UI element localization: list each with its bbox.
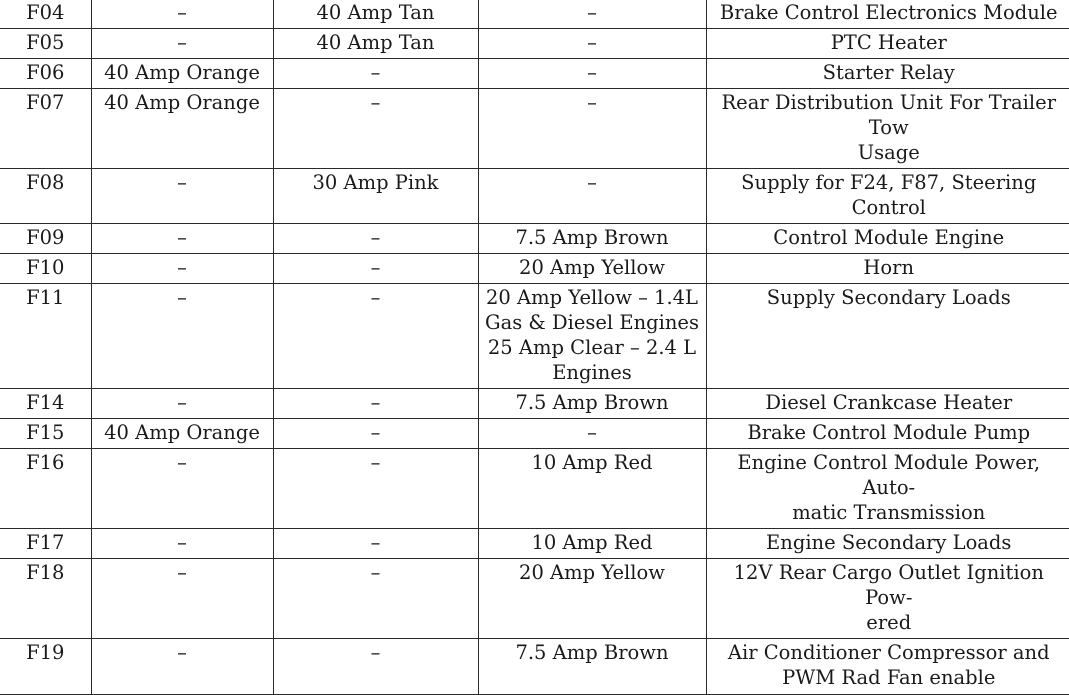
- table-row: [0, 169, 1069, 224]
- table-row: [0, 284, 1069, 389]
- maxi-fuse-cell-text: –: [370, 641, 381, 664]
- mini-fuse-cell-text: –: [587, 171, 597, 194]
- cartridge-fuse-cell: [91, 169, 273, 224]
- cavity-cell-text: F16: [26, 451, 65, 474]
- cartridge-fuse-cell: [91, 254, 273, 284]
- cavity-cell: [0, 29, 91, 59]
- description-cell: [706, 0, 1069, 29]
- cartridge-fuse-cell: [91, 639, 273, 695]
- maxi-fuse-cell: [273, 419, 478, 449]
- table-row: [0, 529, 1069, 559]
- description-cell: [706, 449, 1069, 529]
- cartridge-fuse-cell: [91, 529, 273, 559]
- maxi-fuse-cell: [273, 0, 478, 29]
- description-cell-text: Brake Control Electronics Module: [719, 1, 1058, 24]
- mini-fuse-cell-text: 7.5 Amp Brown: [515, 226, 669, 249]
- mini-fuse-cell-text: 20 Amp Yellow: [519, 256, 665, 279]
- maxi-fuse-cell: [273, 89, 478, 169]
- description-cell: [706, 639, 1069, 695]
- description-cell-text: Engine Control Module Power, Auto- matic Transmission: [737, 451, 1041, 524]
- cavity-cell: [0, 0, 91, 29]
- table-row: [0, 59, 1069, 89]
- maxi-fuse-cell-text: –: [370, 256, 381, 279]
- cartridge-fuse-cell: [91, 284, 273, 389]
- cartridge-fuse-cell-text: –: [177, 256, 187, 279]
- maxi-fuse-cell-text: 40 Amp Tan: [316, 1, 435, 24]
- cartridge-fuse-cell-text: –: [177, 561, 187, 584]
- cartridge-fuse-cell-text: –: [177, 31, 187, 54]
- cartridge-fuse-cell: [91, 89, 273, 169]
- maxi-fuse-cell: [273, 224, 478, 254]
- cavity-cell: [0, 419, 91, 449]
- maxi-fuse-cell: [273, 169, 478, 224]
- cavity-cell: [0, 559, 91, 639]
- description-cell: [706, 169, 1069, 224]
- mini-fuse-cell-text: 10 Amp Red: [531, 531, 653, 554]
- description-cell: [706, 389, 1069, 419]
- description-cell-text: Horn: [863, 256, 915, 279]
- maxi-fuse-cell: [273, 529, 478, 559]
- mini-fuse-cell: [478, 224, 706, 254]
- maxi-fuse-cell-text: –: [370, 421, 381, 444]
- cavity-cell-text: F15: [26, 421, 65, 444]
- mini-fuse-cell-text: –: [587, 61, 597, 84]
- mini-fuse-cell-text: –: [587, 31, 597, 54]
- cartridge-fuse-cell: [91, 59, 273, 89]
- description-cell-text: 12V Rear Cargo Outlet Ignition Pow- ered: [733, 561, 1044, 634]
- cavity-cell-text: F19: [26, 641, 65, 664]
- cartridge-fuse-cell-text: –: [177, 451, 187, 474]
- description-cell: [706, 529, 1069, 559]
- description-cell-text: Supply for F24, F87, Steering Control: [741, 171, 1037, 219]
- mini-fuse-cell-text: 20 Amp Yellow: [519, 561, 665, 584]
- cartridge-fuse-cell-text: –: [177, 641, 187, 664]
- maxi-fuse-cell-text: –: [370, 91, 381, 114]
- table-row: [0, 254, 1069, 284]
- cartridge-fuse-cell: [91, 389, 273, 419]
- mini-fuse-cell: [478, 389, 706, 419]
- cavity-cell-text: F14: [26, 391, 65, 414]
- mini-fuse-cell: [478, 284, 706, 389]
- mini-fuse-cell: [478, 0, 706, 29]
- mini-fuse-cell-text: –: [587, 1, 597, 24]
- cavity-cell-text: F11: [26, 286, 65, 309]
- description-cell-text: Starter Relay: [822, 61, 955, 84]
- cavity-cell-text: F10: [26, 256, 65, 279]
- description-cell: [706, 559, 1069, 639]
- table-row: [0, 389, 1069, 419]
- cartridge-fuse-cell: [91, 29, 273, 59]
- maxi-fuse-cell-text: 30 Amp Pink: [312, 171, 439, 194]
- cartridge-fuse-cell-text: –: [177, 286, 187, 309]
- cartridge-fuse-cell: [91, 224, 273, 254]
- table-row: [0, 89, 1069, 169]
- cavity-cell: [0, 224, 91, 254]
- description-cell: [706, 59, 1069, 89]
- cavity-cell: [0, 254, 91, 284]
- maxi-fuse-cell: [273, 284, 478, 389]
- description-cell-text: Engine Secondary Loads: [766, 531, 1012, 554]
- cavity-cell: [0, 89, 91, 169]
- table-row: [0, 0, 1069, 29]
- cartridge-fuse-cell: [91, 0, 273, 29]
- description-cell: [706, 419, 1069, 449]
- description-cell-text: Supply Secondary Loads: [766, 286, 1011, 309]
- maxi-fuse-cell-text: –: [370, 391, 381, 414]
- mini-fuse-cell-text: 7.5 Amp Brown: [515, 391, 669, 414]
- cartridge-fuse-cell-text: 40 Amp Orange: [104, 91, 260, 114]
- maxi-fuse-cell: [273, 449, 478, 529]
- cavity-cell-text: F17: [26, 531, 65, 554]
- cavity-cell-text: F06: [26, 61, 65, 84]
- description-cell-text: Brake Control Module Pump: [747, 421, 1031, 444]
- cartridge-fuse-cell-text: –: [177, 531, 187, 554]
- cavity-cell: [0, 529, 91, 559]
- cartridge-fuse-cell-text: –: [177, 391, 187, 414]
- cavity-cell-text: F09: [26, 226, 65, 249]
- cavity-cell-text: F08: [26, 171, 65, 194]
- mini-fuse-cell: [478, 169, 706, 224]
- maxi-fuse-cell: [273, 639, 478, 695]
- maxi-fuse-cell: [273, 29, 478, 59]
- mini-fuse-cell-text: –: [587, 421, 597, 444]
- description-cell-text: Diesel Crankcase Heater: [765, 391, 1013, 414]
- cavity-cell-text: F07: [26, 91, 65, 114]
- cartridge-fuse-cell-text: –: [177, 171, 187, 194]
- maxi-fuse-cell: [273, 254, 478, 284]
- description-cell-text: Control Module Engine: [773, 226, 1005, 249]
- cartridge-fuse-cell: [91, 449, 273, 529]
- mini-fuse-cell: [478, 419, 706, 449]
- table-row: [0, 419, 1069, 449]
- cavity-cell: [0, 59, 91, 89]
- cavity-cell: [0, 449, 91, 529]
- maxi-fuse-cell: [273, 59, 478, 89]
- cartridge-fuse-cell-text: 40 Amp Orange: [104, 421, 260, 444]
- mini-fuse-cell: [478, 529, 706, 559]
- maxi-fuse-cell: [273, 559, 478, 639]
- description-cell-text: Air Conditioner Compressor and PWM Rad Fan enable: [727, 641, 1050, 689]
- mini-fuse-cell: [478, 254, 706, 284]
- cavity-cell: [0, 169, 91, 224]
- table-row: [0, 559, 1069, 639]
- maxi-fuse-cell-text: –: [370, 286, 381, 309]
- maxi-fuse-cell-text: –: [370, 561, 381, 584]
- cavity-cell: [0, 389, 91, 419]
- description-cell-text: PTC Heater: [830, 31, 947, 54]
- mini-fuse-cell-text: 7.5 Amp Brown: [515, 641, 669, 664]
- cartridge-fuse-cell: [91, 559, 273, 639]
- maxi-fuse-cell: [273, 389, 478, 419]
- cartridge-fuse-cell: [91, 419, 273, 449]
- description-cell: [706, 224, 1069, 254]
- table-row: [0, 224, 1069, 254]
- table-row: [0, 639, 1069, 695]
- maxi-fuse-cell-text: 40 Amp Tan: [316, 31, 435, 54]
- cartridge-fuse-cell-text: –: [177, 226, 187, 249]
- cartridge-fuse-cell-text: –: [177, 1, 187, 24]
- table-row: [0, 449, 1069, 529]
- maxi-fuse-cell-text: –: [370, 451, 381, 474]
- mini-fuse-cell-text: 20 Amp Yellow – 1.4L Gas & Diesel Engines 25 Amp Clear – 2.4 L Engines: [485, 286, 699, 384]
- description-cell: [706, 89, 1069, 169]
- maxi-fuse-cell-text: –: [370, 531, 381, 554]
- description-cell: [706, 284, 1069, 389]
- description-cell: [706, 254, 1069, 284]
- table-row: [0, 29, 1069, 59]
- cavity-cell: [0, 639, 91, 695]
- cavity-cell: [0, 284, 91, 389]
- mini-fuse-cell: [478, 559, 706, 639]
- cavity-cell-text: F05: [26, 31, 65, 54]
- cavity-cell-text: F18: [26, 561, 65, 584]
- mini-fuse-cell: [478, 89, 706, 169]
- description-cell-text: Rear Distribution Unit For Trailer Tow Usage: [721, 91, 1057, 164]
- maxi-fuse-cell-text: –: [370, 61, 381, 84]
- mini-fuse-cell: [478, 59, 706, 89]
- description-cell: [706, 29, 1069, 59]
- cartridge-fuse-cell-text: 40 Amp Orange: [104, 61, 260, 84]
- mini-fuse-cell: [478, 29, 706, 59]
- mini-fuse-cell-text: 10 Amp Red: [531, 451, 653, 474]
- mini-fuse-cell-text: –: [587, 91, 597, 114]
- mini-fuse-cell: [478, 449, 706, 529]
- maxi-fuse-cell-text: –: [370, 226, 381, 249]
- mini-fuse-cell: [478, 639, 706, 695]
- cavity-cell-text: F04: [26, 1, 65, 24]
